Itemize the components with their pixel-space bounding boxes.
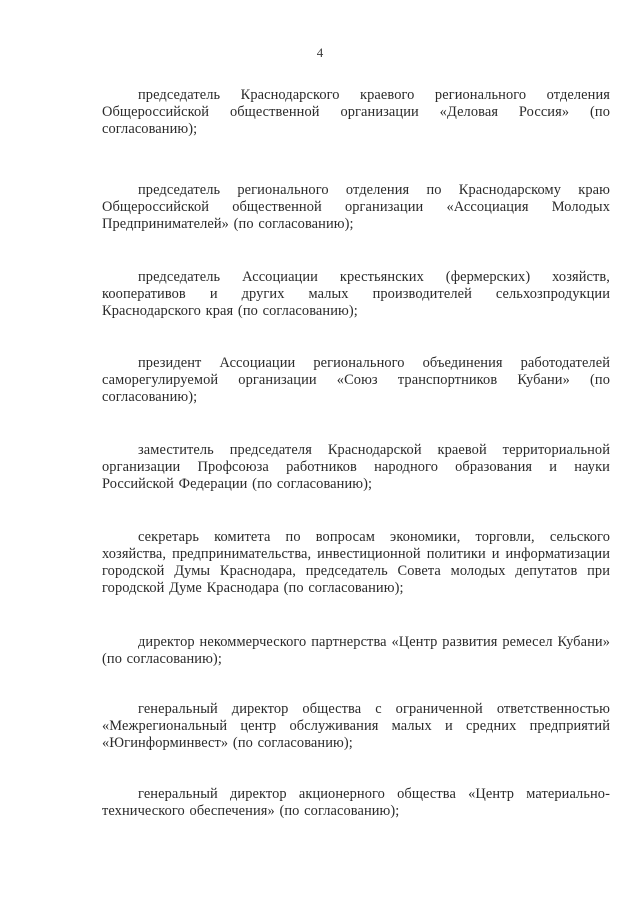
member-entry: председатель Краснодарского краевого регионального отделения Общероссийской общественной организации «Деловая Россия» (по согласованию); bbox=[102, 87, 610, 138]
page-number: 4 bbox=[316, 45, 324, 60]
member-entry: председатель регионального отделения по Краснодарскому краю Общероссийской общественной организации «Ассоциация Молодых Предпринимателей» (по согласованию); bbox=[102, 182, 610, 233]
member-entry: директор некоммерческого партнерства «Центр развития ремесел Кубани» (по согласованию); bbox=[102, 634, 610, 668]
member-entry: генеральный директор общества с ограниченной ответственностью «Межрегиональный центр обслуживания малых и средних предприятий «Югинформинвест» (по согласованию); bbox=[102, 701, 610, 752]
member-entry: председатель Ассоциации крестьянских (фермерских) хозяйств, кооперативов и других малых производителей сельхозпродукции Краснодарского края (по согласованию); bbox=[102, 269, 610, 320]
member-entry: заместитель председателя Краснодарской краевой территориальной организации Профсоюза работников народного образования и науки Российской Федерации (по согласованию); bbox=[102, 442, 610, 493]
member-entry: секретарь комитета по вопросам экономики, торговли, сельского хозяйства, предпринимательства, инвестиционной политики и информатизации городской Думы Краснодара, председатель Совета молодых депутатов при городской Думе Краснодара (по согласованию); bbox=[102, 529, 610, 597]
member-entry: президент Ассоциации регионального объединения работодателей саморегулируемой организации «Союз транспортников Кубани» (по согласованию); bbox=[102, 355, 610, 406]
member-entry: генеральный директор акционерного общества «Центр материально-технического обеспечения» (по согласованию); bbox=[102, 786, 610, 820]
